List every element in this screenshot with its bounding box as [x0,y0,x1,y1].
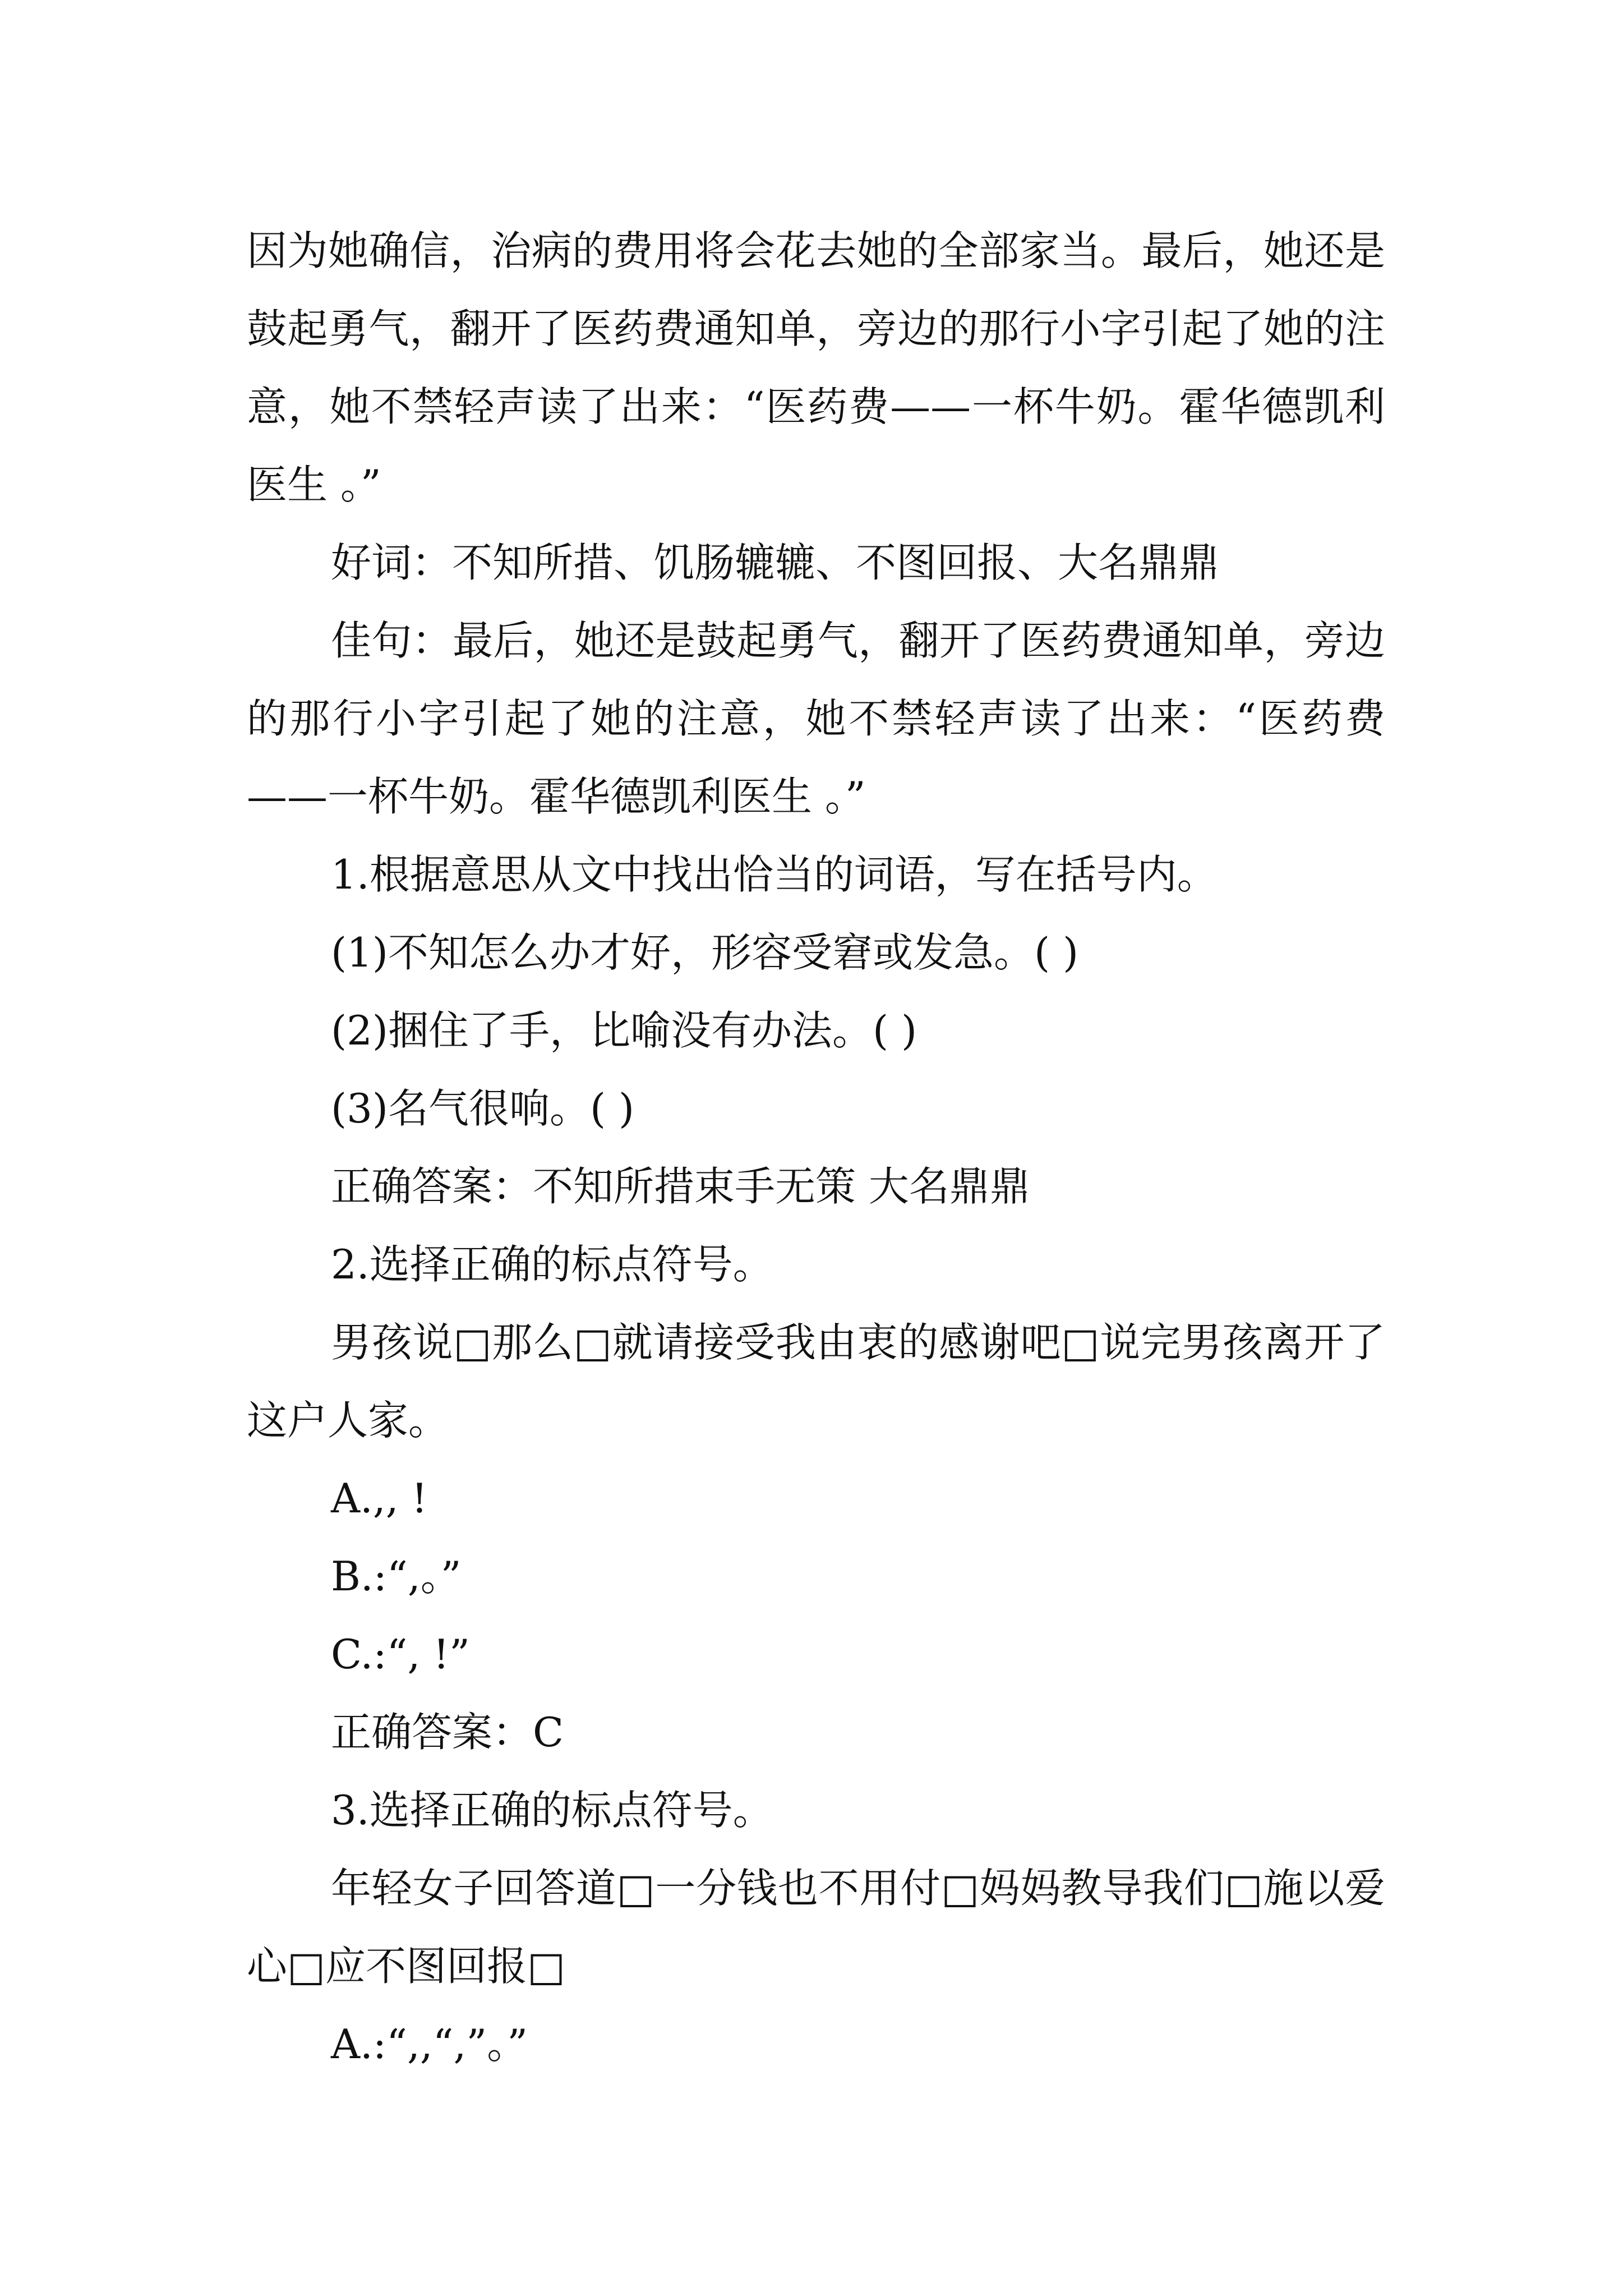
question-2-answer: 正确答案：C [331,1709,564,1756]
good-sentence: 佳句：最后，她还是鼓起勇气，翻开了医药费通知单，旁边的那行小字引起了她的注意，她不禁轻声读了出来：“医药费——一杯牛奶。霍华德凯利医生 。” [247,617,1385,820]
question-2-text: 男孩说□那么□就请接受我由衷的感谢吧□说完男孩离开了这户人家。 [247,1319,1385,1444]
question-3-option-a: A.:“,,“,”。” [331,2021,528,2068]
question-1-item-2: (2)捆住了手，比喻没有办法。( ) [331,1007,917,1054]
question-2-option-c: C.:“, !” [331,1631,470,1678]
question-1-stem: 1.根据意思从文中找出恰当的词语，写在括号内。 [331,851,1218,898]
question-2-option-b: B.:“,。” [331,1553,462,1600]
question-1-answer: 正确答案：不知所措束手无策 大名鼎鼎 [331,1163,1030,1210]
good-words: 好词：不知所措、饥肠辘辘、不图回报、大名鼎鼎 [331,539,1220,586]
question-1-item-1: (1)不知怎么办才好，形容受窘或发急。( ) [331,929,1079,976]
question-1-item-3: (3)名气很响。( ) [331,1085,635,1132]
question-3-text: 年轻女子回答道□一分钱也不用付□妈妈教导我们□施以爱心□应不图回报□ [247,1865,1385,1990]
question-2-stem: 2.选择正确的标点符号。 [331,1241,773,1288]
story-paragraph: 因为她确信，治病的费用将会花去她的全部家当。最后，她还是鼓起勇气，翻开了医药费通知单，旁边的那行小字引起了她的注意，她不禁轻声读了出来：“医药费——一杯牛奶。霍华德凯利医生 。” [247,227,1385,508]
document-page [247,212,1385,2083]
question-3-stem: 3.选择正确的标点符号。 [331,1787,773,1834]
question-2-option-a: A.,, ! [331,1475,428,1522]
